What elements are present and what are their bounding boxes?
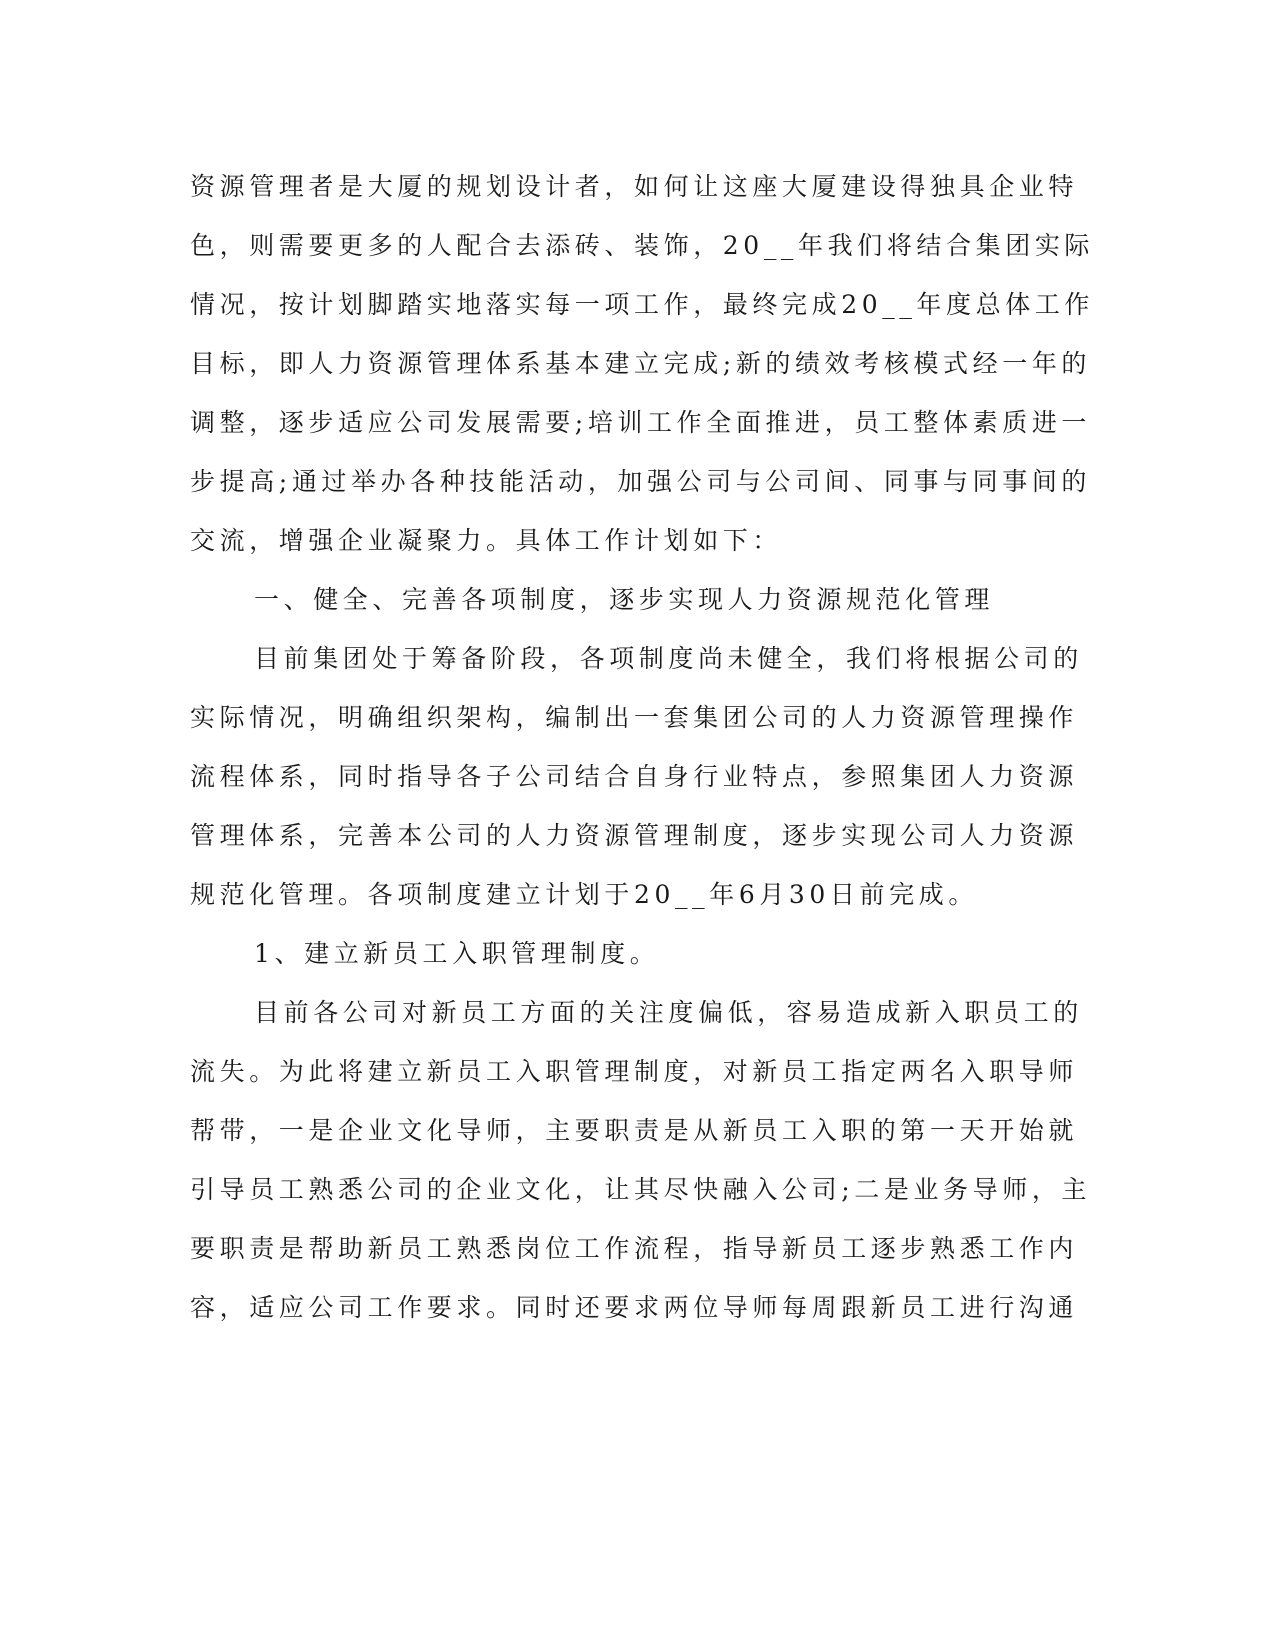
paragraph-first-line: 目前各公司对新员工方面的关注度偏低，容易造成新入职员工的	[254, 998, 1083, 1027]
text-line: 目标，即人力资源管理体系基本建立完成;新的绩效考核模式经一年的	[190, 349, 1092, 378]
text-line: 资源管理者是大厦的规划设计者，如何让这座大厦建设得独具企业特	[190, 172, 1079, 201]
text-line: 调整，逐步适应公司发展需要;培训工作全面推进，员工整体素质进一	[190, 408, 1092, 437]
text-line: 引导员工熟悉公司的企业文化，让其尽快融入公司;二是业务导师，主	[190, 1175, 1092, 1204]
subsection-heading: 1、建立新员工入职管理制度。	[254, 939, 660, 968]
text-line: 要职责是帮助新员工熟悉岗位工作流程，指导新员工逐步熟悉工作内	[190, 1234, 1079, 1263]
paragraph-first-line: 目前集团处于筹备阶段，各项制度尚未健全，我们将根据公司的	[254, 644, 1083, 673]
text-line: 实际情况，明确组织架构，编制出一套集团公司的人力资源管理操作	[190, 703, 1079, 732]
text-line: 色，则需要更多的人配合去添砖、装饰，20__年我们将结合集团实际	[190, 231, 1095, 260]
text-line: 流程体系，同时指导各子公司结合自身行业特点，参照集团人力资源	[190, 762, 1079, 791]
text-line: 流失。为此将建立新员工入职管理制度，对新员工指定两名入职导师	[190, 1057, 1079, 1086]
text-line: 规范化管理。各项制度建立计划于20__年6月30日前完成。	[190, 880, 978, 909]
section-heading: 一、健全、完善各项制度，逐步实现人力资源规范化管理	[254, 585, 995, 614]
text-line: 情况，按计划脚踏实地落实每一项工作，最终完成20__年度总体工作	[190, 290, 1095, 319]
text-line: 步提高;通过举办各种技能活动，加强公司与公司间、同事与同事间的	[190, 467, 1092, 496]
text-line: 容，适应公司工作要求。同时还要求两位导师每周跟新员工进行沟通	[190, 1293, 1079, 1322]
body-text	[190, 157, 1095, 1337]
text-line: 管理体系，完善本公司的人力资源管理制度，逐步实现公司人力资源	[190, 821, 1079, 850]
text-line: 交流，增强企业凝聚力。具体工作计划如下：	[190, 526, 783, 555]
text-line: 帮带，一是企业文化导师，主要职责是从新员工入职的第一天开始就	[190, 1116, 1079, 1145]
